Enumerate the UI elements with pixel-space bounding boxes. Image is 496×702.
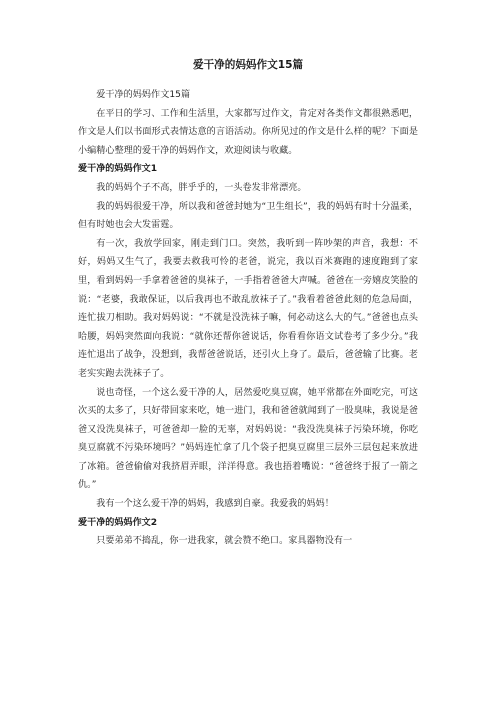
body-paragraph: 只要弟弟不捣乱，你一进我家，就会赞不绝口。家具器物没有一: [96, 536, 353, 547]
body-paragraph: 我的妈妈个子不高，胖乎乎的，一头卷发非常漂亮。: [96, 182, 307, 193]
subtitle-paragraph: 爱干净的妈妈作文15篇: [96, 90, 191, 100]
body-paragraph: 有一次，我放学回家，刚走到门口。突然，我听到一阵吵架的声音，我想：不好，妈妈又生气了，我要去救我可怜的老爸，说完，我以百米赛跑的速度跑到了家里，看到妈妈一手拿着爸爸的臭袜子，一手指着爸爸大声喊。爸爸在一旁嬉皮笑脸的说：“老婆，我敢保证，以后我再也不敢乱放袜子了。”我看着爸爸此刻的危急局面，连忙拔刀相助。我对妈妈说：“不就是没洗袜子嘛，何必动这么大的气。”爸爸也点头哈腰，妈妈突然面向我说：“就你还帮你爸说话，你看看你语文试卷考了多少分。”我连忙退出了战争，没想到，我帮爸爸说话，还引火上身了。最后，爸爸输了比赛。老老实实跑去洗袜子了。: [78, 238, 418, 379]
section-heading-1: 爱干净的妈妈作文1: [78, 164, 158, 175]
body-paragraph: 我的妈妈很爱干净，所以我和爸爸封她为“卫生组长”，我的妈妈有时十分温柔，但有时她也会大发雷霆。: [78, 201, 418, 231]
body-paragraph: 说也奇怪，一个这么爱干净的人，居然爱吃臭豆腐，她平常都在外面吃完，可这次买的太多了，只好带回家来吃，她一进门，我和爸爸就闻到了一股臭味，我说是爸爸又没洗臭袜子，可爸爸却一脸的无辜，对妈妈说：“我没洗臭袜子污染环境，你吃臭豆腐就不污染环境吗？”妈妈连忙拿了几个袋子把臭豆腐里三层外三层包起来放进了冰箱。爸爸偷偷对我挤眉弄眼，洋洋得意。我也捂着嘴说：“爸爸终于报了一箭之仇。”: [78, 387, 418, 491]
document-page: [78, 58, 418, 551]
body-paragraph: 我有一个这么爱干净的妈妈，我感到自豪。我爱我的妈妈！: [96, 499, 334, 510]
section-heading-2: 爱干净的妈妈作文2: [78, 517, 158, 528]
intro-paragraph: 在平日的学习、工作和生活里，大家都写过作文，肯定对各类作文都很熟悉吧，作文是人们以书面形式表情达意的言语活动。你所见过的作文是什么样的呢？下面是小编精心整理的爱干净的妈妈作文，欢迎阅读与收藏。: [78, 108, 418, 156]
document-title: 爱干净的妈妈作文15篇: [192, 59, 304, 71]
